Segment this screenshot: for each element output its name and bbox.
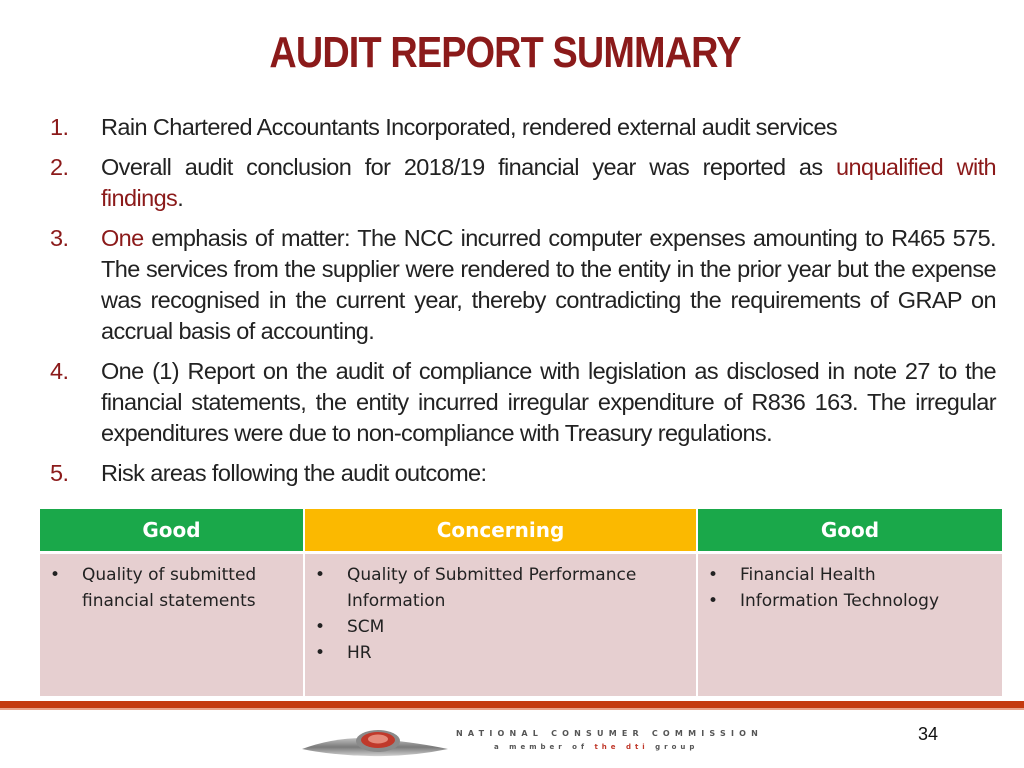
- text-segment: Overall audit conclusion for 2018/19 financial year was reported as: [101, 154, 837, 180]
- list-item-text: [101, 458, 996, 489]
- points-list: [50, 112, 996, 498]
- list-item: [50, 223, 996, 347]
- table-header-cell: Good: [40, 509, 305, 554]
- table-bullet-item: [708, 588, 992, 614]
- text-segment: Rain Chartered Accountants Incorporated, rendered external audit services: [101, 114, 838, 140]
- bullet-icon: •: [50, 565, 61, 585]
- table-header-cell: Good: [698, 509, 1002, 554]
- risk-areas-table: [40, 509, 1002, 696]
- bullet-icon: •: [315, 643, 326, 663]
- bullet-text: Quality of submitted financial statements: [82, 565, 257, 611]
- highlighted-text: One: [101, 225, 144, 251]
- ncc-logo-swoosh-icon: [300, 723, 450, 759]
- table-body-cell: [40, 554, 305, 696]
- page-number: 34: [918, 724, 939, 744]
- list-item-text: [101, 152, 996, 214]
- bullet-icon: •: [708, 565, 719, 585]
- table-bullet-item: [50, 562, 293, 614]
- bullet-text: Financial Health: [740, 565, 876, 585]
- member-text: a member of the dti group: [494, 743, 699, 751]
- bullet-text: HR: [347, 643, 372, 663]
- list-item-text: [101, 223, 996, 347]
- footer-bar: [0, 701, 1024, 708]
- highlighted-text: unqualified with findings: [101, 154, 996, 211]
- org-name-text: NATIONAL CONSUMER COMMISSION: [456, 729, 764, 738]
- list-item: [50, 112, 996, 143]
- bullet-icon: •: [708, 591, 719, 611]
- table-bullet-item: [315, 562, 686, 614]
- bullet-text: SCM: [347, 617, 385, 637]
- table-header-cell: Concerning: [305, 509, 698, 554]
- bullet-text: Information Technology: [740, 591, 940, 611]
- table-body-cell: [698, 554, 1002, 696]
- table-bullet-item: [315, 614, 686, 640]
- text-segment: One (1) Report on the audit of compliance with legislation as disclosed in note 27 to the financial statements, the entity incurred irregular expenditure of R836 163. The irregular expenditures were due to non-compliance with Treasury regulations.: [101, 358, 996, 446]
- list-item-number: 4.: [50, 358, 69, 384]
- footer-bar-accent: [0, 708, 1024, 710]
- slide-title: AUDIT REPORT SUMMARY: [269, 28, 741, 77]
- list-item-number: 5.: [50, 460, 69, 486]
- text-segment: .: [177, 185, 184, 211]
- table-body-cell: [305, 554, 698, 696]
- table-bullet-item: [315, 640, 686, 666]
- bullet-icon: •: [315, 617, 326, 637]
- table-bullet-item: [708, 562, 992, 588]
- list-item-number: 3.: [50, 225, 69, 251]
- list-item: [50, 356, 996, 449]
- bullet-text: Quality of Submitted Performance Information: [347, 565, 637, 611]
- text-segment: emphasis of matter: The NCC incurred computer expenses amounting to R465 575. The services from the supplier were rendered to the entity in the prior year but the expense was recognised in the current year, thereby contradicting the requirements of GRAP on accrual basis of accounting.: [101, 225, 996, 344]
- bullet-icon: •: [315, 565, 326, 585]
- list-item-text: [101, 356, 996, 449]
- list-item-number: 2.: [50, 154, 69, 180]
- list-item: [50, 458, 996, 489]
- list-item-number: 1.: [50, 114, 69, 140]
- list-item: [50, 152, 996, 214]
- text-segment: Risk areas following the audit outcome:: [101, 460, 487, 486]
- list-item-text: [101, 112, 996, 143]
